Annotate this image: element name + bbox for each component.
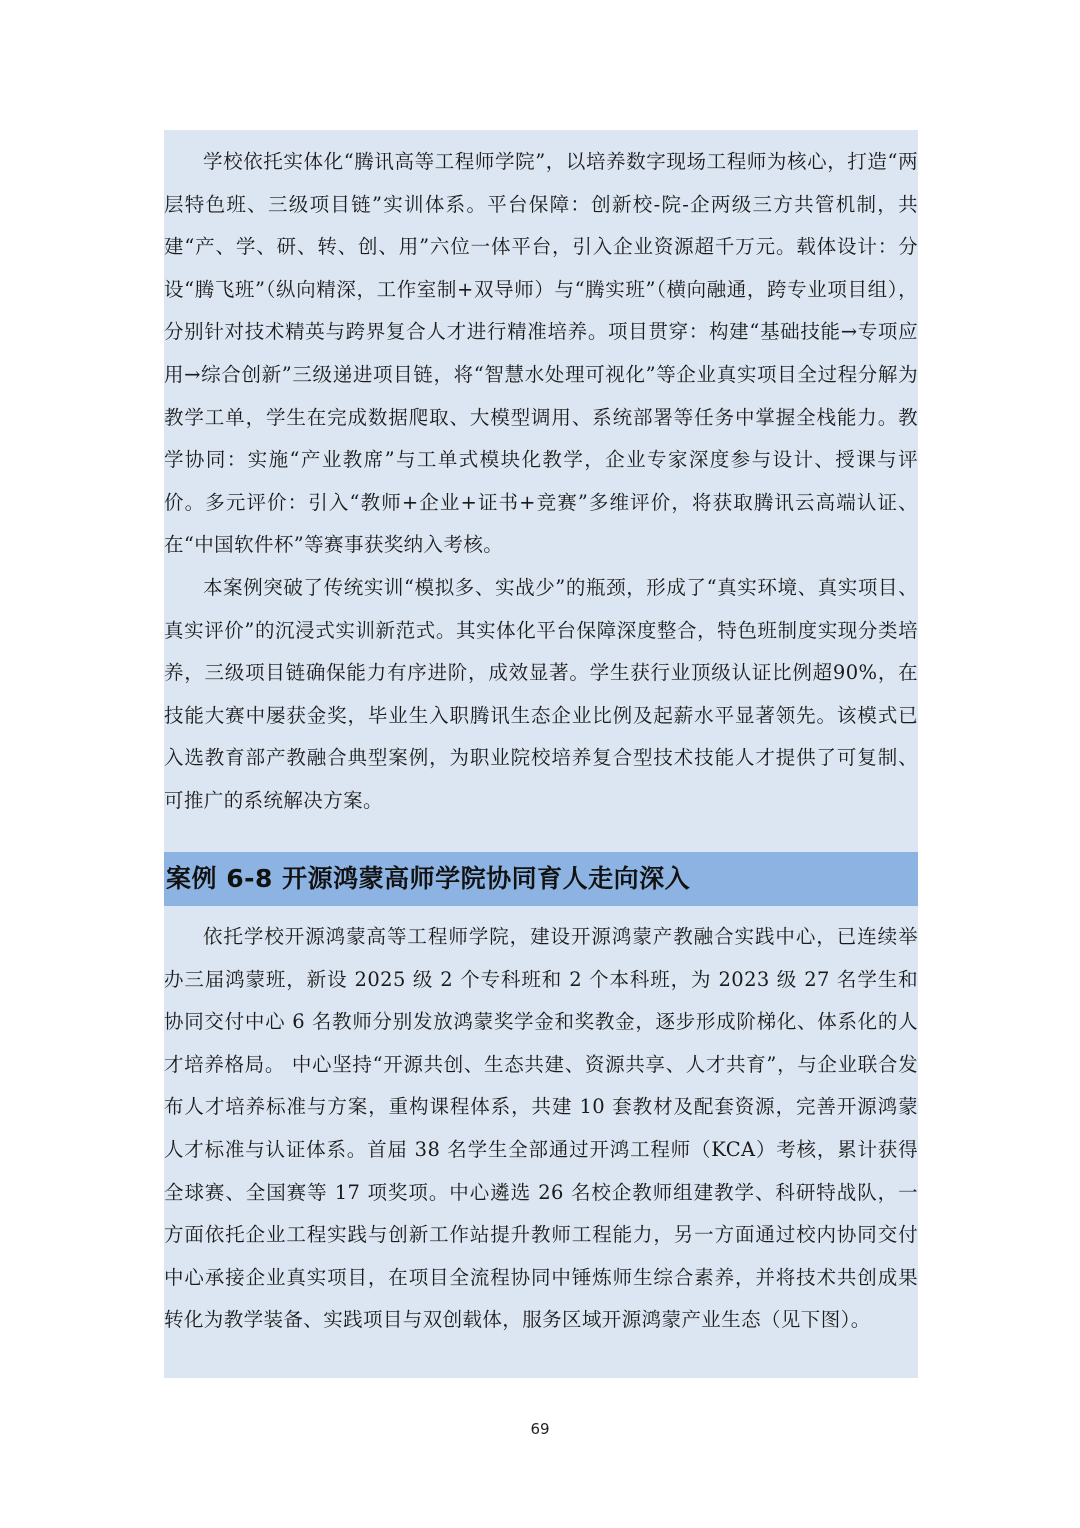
- paragraph-tencent-model: 学校依托实体化“腾讯高等工程师学院”，以培养数字现场工程师为核心，打造“两层特色班、三级项目链”实训体系。平台保障：创新校-院-企两级三方共管机制，共建“产、学、研、转、创、用”六位一体平台，引入企业资源超千万元。载体设计：分设“腾飞班”（纵向精深，工作室制+双导师）与“腾实班”（横向融通，跨专业项目组），分别针对技术精英与跨界复合人才进行精准培养。项目贯穿：构建“基础技能→专项应用→综合创新”三级递进项目链，将“智慧水处理可视化”等企业真实项目全过程分解为教学工单，学生在完成数据爬取、大模型调用、系统部署等任务中掌握全栈能力。教学协同：实施“产业教席”与工单式模块化教学，企业专家深度参与设计、授课与评价。多元评价：引入“教师+企业+证书+竞赛”多维评价，将获取腾讯云高端认证、在“中国软件杯”等赛事获奖纳入考核。: [164, 150, 918, 557]
- page-number: 69: [530, 1420, 550, 1438]
- case-box-harmony: [164, 906, 918, 1378]
- paragraph-harmony-academy: 依托学校开源鸿蒙高等工程师学院，建设开源鸿蒙产教融合实践中心，已连续举办三届鸿蒙班，新设 2025 级 2 个专科班和 2 个本科班，为 2023 级 27 名学生和协同交付中心 6 名教师分别发放鸿蒙奖学金和奖教金，逐步形成阶梯化、体系化的人才培养格局。 中心坚持“开源共创、生态共建、资源共享、人才共育”，与企业联合发布人才培养标准与方案，重构课程体系，共建 10 套教材及配套资源，完善开源鸿蒙人才标准与认证体系。首届 38 名学生全部通过开鸿工程师（KCA）考核，累计获得全球赛、全国赛等 17 项奖项。中心遴选 26 名校企教师组建教学、科研特战队，一方面依托企业工程实践与创新工作站提升教师工程能力，另一方面通过校内协同交付中心承接企业真实项目，在项目全流程协同中锤炼师生综合素养，并将技术共创成果转化为教学装备、实践项目与双创载体，服务区域开源鸿蒙产业生态（见下图）。: [164, 925, 918, 1332]
- case-box-tencent: [164, 130, 918, 852]
- paragraph-tencent-results: 本案例突破了传统实训“模拟多、实战少”的瓶颈，形成了“真实环境、真实项目、真实评价”的沉浸式实训新范式。其实体化平台保障深度整合，特色班制度实现分类培养，三级项目链确保能力有序进阶，成效显著。学生获行业顶级认证比例超90%，在技能大赛中屡获金奖，毕业生入职腾讯生态企业比例及起薪水平显著领先。该模式已入选教育部产教融合典型案例，为职业院校培养复合型技术技能人才提供了可复制、可推广的系统解决方案。: [164, 575, 918, 812]
- case-heading-6-8: 案例 6-8 开源鸿蒙高师学院协同育人走向深入: [164, 852, 918, 906]
